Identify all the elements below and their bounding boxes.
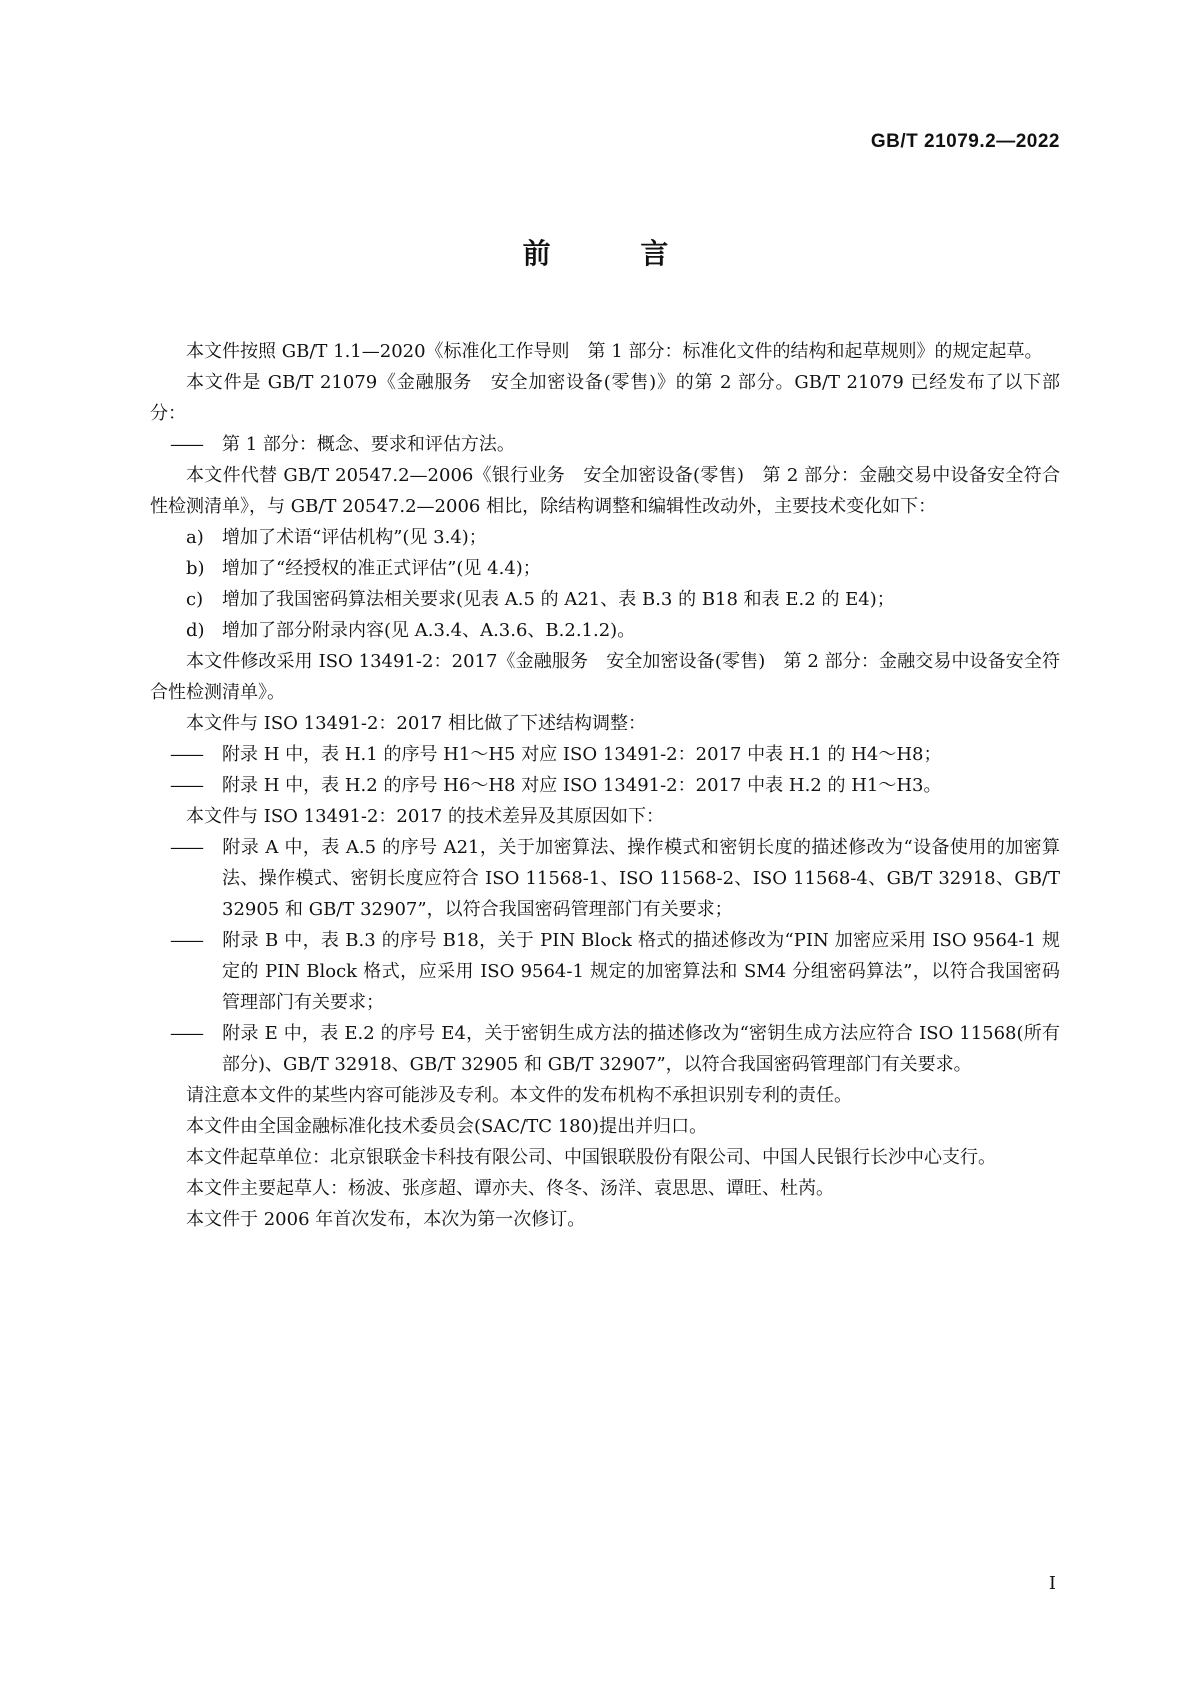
dash-item-structure-2 bbox=[150, 770, 1060, 801]
dash-marker: —— bbox=[170, 775, 202, 796]
standard-code: GB/T 21079.2—2022 bbox=[870, 131, 1060, 152]
list-item-text: 增加了“经授权的准正式评估”(见 4.4)； bbox=[222, 558, 541, 579]
paragraph-drafting-units: 本文件起草单位：北京银联金卡科技有限公司、中国银联股份有限公司、中国人民银行长沙中心支行。 bbox=[186, 1147, 996, 1168]
foreword-body bbox=[150, 336, 1060, 1235]
list-marker: b) bbox=[186, 558, 205, 579]
paragraph-adoption: 本文件修改采用 ISO 13491-2：2017《金融服务 安全加密设备(零售) 第 2 部分：金融交易中设备安全符合性检测清单》。 bbox=[150, 651, 1060, 703]
list-item-text: 增加了部分附录内容(见 A.3.4、A.3.6、B.2.1.2)。 bbox=[222, 620, 636, 641]
paragraph-revision-history: 本文件于 2006 年首次发布，本次为第一次修订。 bbox=[186, 1209, 586, 1230]
paragraph-proposed-by: 本文件由全国金融标准化技术委员会(SAC/TC 180)提出并归口。 bbox=[186, 1116, 708, 1137]
dash-item-text: 附录 B 中，表 B.3 的序号 B18，关于 PIN Block 格式的描述修改为“PIN 加密应采用 ISO 9564-1 规定的 PIN Block 格式，应采用 ISO 9564-1 规定的加密算法和 SM4 分组密码算法”，以符合我国密码管理部门有关要求； bbox=[222, 930, 1060, 1013]
dash-item-part-1 bbox=[150, 429, 1060, 460]
dash-marker: —— bbox=[170, 930, 202, 951]
dash-item-difference-1 bbox=[150, 832, 1060, 925]
dash-item-structure-1 bbox=[150, 739, 1060, 770]
dash-marker: —— bbox=[170, 434, 202, 455]
paragraph-technical-differences: 本文件与 ISO 13491-2：2017 的技术差异及其原因如下： bbox=[186, 806, 664, 827]
list-item-b bbox=[150, 553, 1060, 584]
paragraph-series-part: 本文件是 GB/T 21079《金融服务 安全加密设备(零售)》的第 2 部分。GB/T 21079 已经发布了以下部分： bbox=[150, 372, 1060, 424]
paragraph-replaces: 本文件代替 GB/T 20547.2—2006《银行业务 安全加密设备(零售) 第 2 部分：金融交易中设备安全符合性检测清单》，与 GB/T 20547.2—2006 相比，除结构调整和编辑性改动外，主要技术变化如下： bbox=[150, 465, 1060, 517]
page-number: I bbox=[1048, 1573, 1056, 1594]
dash-item-text: 附录 H 中，表 H.1 的序号 H1～H5 对应 ISO 13491-2：2017 中表 H.1 的 H4～H8； bbox=[222, 744, 942, 765]
list-item-d bbox=[150, 615, 1060, 646]
list-item-c bbox=[150, 584, 1060, 615]
paragraph-structure-changes: 本文件与 ISO 13491-2：2017 相比做了下述结构调整： bbox=[186, 713, 646, 734]
page-title: 前 言 bbox=[522, 237, 709, 270]
paragraph-drafters: 本文件主要起草人：杨波、张彦超、谭亦夫、佟冬、汤洋、袁思思、谭旺、杜芮。 bbox=[186, 1178, 834, 1199]
dash-marker: —— bbox=[170, 837, 202, 858]
list-item-a bbox=[150, 522, 1060, 553]
list-marker: d) bbox=[186, 620, 205, 641]
list-item-text: 增加了我国密码算法相关要求(见表 A.5 的 A21、表 B.3 的 B18 和表 E.2 的 E4)； bbox=[222, 589, 895, 610]
dash-item-text: 附录 E 中，表 E.2 的序号 E4，关于密钥生成方法的描述修改为“密钥生成方法应符合 ISO 11568(所有部分)、GB/T 32918、GB/T 32905 和 GB/T 32907”，以符合我国密码管理部门有关要求。 bbox=[222, 1023, 1060, 1075]
list-marker: a) bbox=[186, 527, 204, 548]
list-item-text: 增加了术语“评估机构”(见 3.4)； bbox=[222, 527, 487, 548]
dash-marker: —— bbox=[170, 744, 202, 765]
dash-item-difference-2 bbox=[150, 925, 1060, 1018]
dash-item-text: 附录 A 中，表 A.5 的序号 A21，关于加密算法、操作模式和密钥长度的描述修改为“设备使用的加密算法、操作模式、密钥长度应符合 ISO 11568-1、ISO 11568-2、ISO 11568-4、GB/T 32918、GB/T 32905 和 GB/T 32907”，以符合我国密码管理部门有关要求； bbox=[222, 837, 1060, 920]
dash-item-text: 第 1 部分：概念、要求和评估方法。 bbox=[222, 434, 515, 455]
dash-item-text: 附录 H 中，表 H.2 的序号 H6～H8 对应 ISO 13491-2：2017 中表 H.2 的 H1～H3。 bbox=[222, 775, 942, 796]
dash-marker: —— bbox=[170, 1023, 202, 1044]
paragraph-drafting-rules: 本文件按照 GB/T 1.1—2020《标准化工作导则 第 1 部分：标准化文件的结构和起草规则》的规定起草。 bbox=[186, 341, 1043, 362]
list-marker: c) bbox=[186, 589, 204, 610]
paragraph-patent-notice: 请注意本文件的某些内容可能涉及专利。本文件的发布机构不承担识别专利的责任。 bbox=[186, 1085, 852, 1106]
dash-item-difference-3 bbox=[150, 1018, 1060, 1080]
